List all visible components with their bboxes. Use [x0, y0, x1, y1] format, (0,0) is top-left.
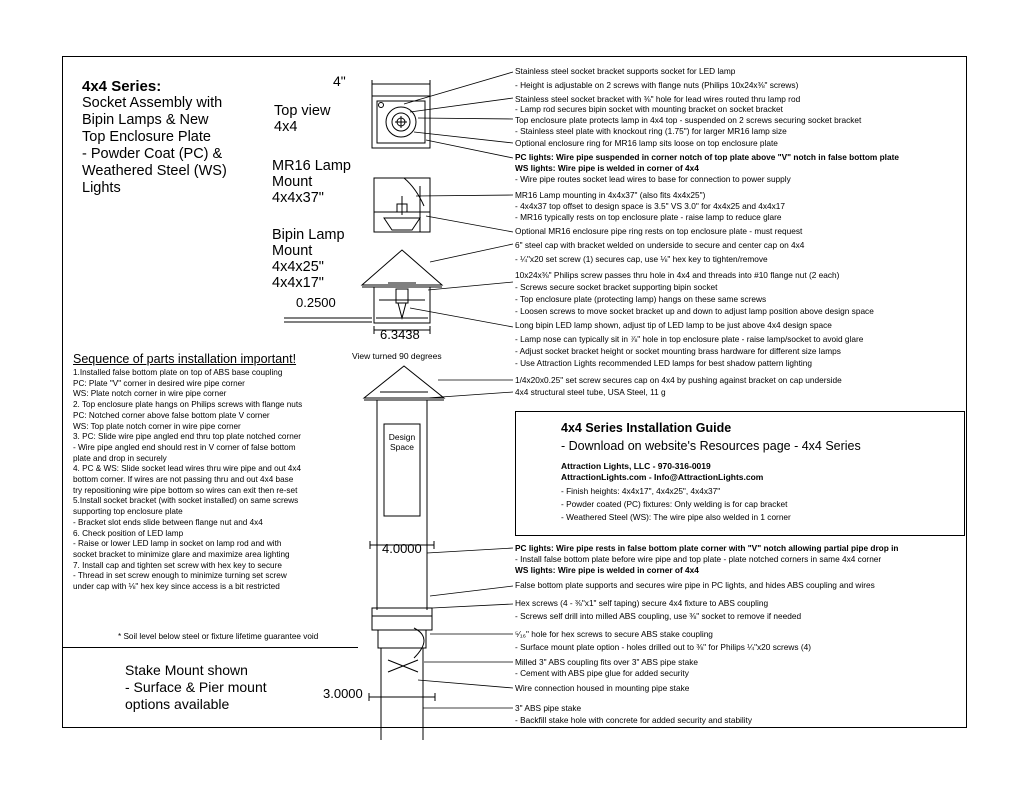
callout: False bottom plate supports and secures wire pipe in PC lights, and hides ABS coupling and wires — [515, 580, 875, 590]
sequence-line: PC: Plate "V" corner in desired wire pipe corner — [73, 378, 245, 388]
sequence-line: PC: Notched corner above false bottom plate V corner — [73, 410, 270, 420]
callout: - ¼"x20 set screw (1) secures cap, use ⅛" hex key to tighten/remove — [515, 254, 768, 264]
callout: - 4x4x37 top offset to design space is 3.5" VS 3.0" for 4x4x25 and 4x4x17 — [515, 201, 786, 211]
callout: Hex screws (4 - ⅜"x1" self taping) secure 4x4 fixture to ABS coupling — [515, 598, 769, 608]
sequence-line: - Wire pipe angled end should rest in V corner of false bottom — [73, 442, 296, 452]
view-turned-note: View turned 90 degrees — [352, 351, 442, 361]
label-line: Space — [389, 442, 415, 452]
label-line: 4x4x17" — [272, 275, 324, 291]
callout: WS lights: Wire pipe is welded in corner of 4x4 — [515, 565, 699, 575]
main-post-drawing — [369, 400, 435, 740]
series-line: Bipin Lamps & New — [82, 112, 209, 128]
callout: ⁵⁄₁₆" hole for hex screws to secure ABS stake coupling — [515, 629, 713, 639]
callout: 6" steel cap with bracket welded on underside to secure and center cap on 4x4 — [515, 240, 805, 250]
guide-finish: - Finish heights: 4x4x17", 4x4x25", 4x4x37" — [561, 486, 721, 496]
callout: Optional MR16 enclosure pipe ring rests on top enclosure plate - must request — [515, 226, 803, 236]
callout: - Loosen screws to move socket bracket up and down to adjust lamp position above design space — [515, 306, 874, 316]
sequence-line: 2. Top enclosure plate hangs on Philips screws with flange nuts — [73, 400, 303, 410]
callout: PC lights: Wire pipe suspended in corner notch of top plate above "V" notch in false bottom plate — [515, 152, 899, 162]
guide-subtitle: - Download on website's Resources page - 4x4 Series — [561, 439, 861, 453]
sequence-line: - Thread in set screw enough to minimize turning set screw — [73, 571, 287, 581]
callout: - Use Attraction Lights recommended LED lamps for best shadow pattern lighting — [515, 358, 812, 368]
callout: - Height is adjustable on 2 screws with flange nuts (Philips 10x24x⅜" screws) — [515, 80, 799, 90]
sequence-line: supporting top enclosure plate — [73, 507, 183, 517]
mr16-mount-drawing — [374, 178, 430, 232]
callout: - Top enclosure plate (protecting lamp) hangs on these same screws — [515, 294, 767, 304]
sequence-line: plate and drop in securely — [73, 453, 167, 463]
callout: Stainless steel socket bracket with ⅜" hole for lead wires routed thru lamp rod — [515, 94, 801, 104]
sequence-line: socket bracket to minimize glare and maximize area lighting — [73, 549, 290, 559]
label-line: Design — [388, 432, 416, 442]
label-line: Mount — [272, 243, 313, 259]
series-line: Socket Assembly with — [82, 95, 223, 111]
callout: Stainless steel socket bracket supports socket for LED lamp — [515, 66, 736, 76]
sequence-line: 7. Install cap and tighten set screw with hex key to secure — [73, 560, 282, 570]
stake-line: options available — [125, 696, 230, 712]
callout: - Lamp rod secures bipin socket with mounting bracket on socket bracket — [515, 104, 783, 114]
callout: - Screws self drill into milled ABS coupling, use ⅜" socket to remove if needed — [515, 611, 802, 621]
dim-6-3438: 6.3438 — [380, 327, 420, 342]
sequence-line: 6. Check position of LED lamp — [73, 528, 184, 538]
callout: Milled 3" ABS coupling fits over 3" ABS pipe stake — [515, 657, 698, 667]
stake-line: Stake Mount shown — [125, 662, 248, 678]
series-line: Lights — [82, 180, 121, 196]
callout: - Lamp nose can typically sit in ⅞" hole in top enclosure plate - raise lamp/socket to avoid glare — [515, 334, 864, 344]
leader-lines — [404, 72, 513, 708]
sequence-line: bottom corner. If wires are not passing thru and out 4x4 base — [73, 475, 294, 485]
dim-0-2500: 0.2500 — [296, 295, 336, 310]
series-line: - Powder Coat (PC) & — [82, 146, 223, 162]
guide-ws: - Weathered Steel (WS): The wire pipe also welded in 1 corner — [561, 512, 791, 522]
sequence-line: - Bracket slot ends slide between flange nut and 4x4 — [73, 517, 263, 527]
sequence-line: WS: Plate notch corner in wire pipe corner — [73, 389, 227, 399]
sequence-line: 1.Installed false bottom plate on top of ABS base coupling — [73, 368, 283, 377]
dim-4in: 4" — [333, 73, 346, 89]
callout: - Stainless steel plate with knockout ring (1.75") for larger MR16 lamp size — [515, 126, 787, 136]
callout: - Wire pipe routes socket lead wires to base for connection to power supply — [515, 174, 791, 184]
sequence-line: 5.Install socket bracket (with socket installed) on same screws — [73, 496, 299, 506]
sequence-line: WS: Top plate notch corner in wire pipe corner — [73, 421, 241, 431]
series-title: 4x4 Series: — [82, 78, 162, 95]
callout: - Surface mount plate option - holes drilled out to ⅜" for Philips ¼"x20 screws (4) — [515, 642, 811, 652]
callout: 10x24x⅜" Philips screw passes thru hole in 4x4 and threads into #10 flange nut (2 each) — [515, 270, 840, 280]
guide-pc: - Powder coated (PC) fixtures: Only welding is for cap bracket — [561, 499, 788, 509]
sequence-line: try repositioning wire pipe bottom so wires can exit then re-set — [73, 485, 298, 495]
callout: MR16 Lamp mounting in 4x4x37" (also fits 4x4x25") — [515, 190, 706, 200]
label-line: Bipin Lamp — [272, 227, 345, 243]
callout: - Cement with ABS pipe glue for added security — [515, 668, 689, 678]
callout: PC lights: Wire pipe rests in false bottom plate corner with "V" notch allowing partial pipe drop in — [515, 543, 899, 553]
callout: 1/4x20x0.25" set screw secures cap on 4x4 by pushing against bracket on cap underside — [515, 375, 842, 385]
label-line: MR16 Lamp — [272, 158, 351, 174]
dim-3-0000: 3.0000 — [323, 686, 363, 701]
sequence-line: under cap with ⅛" hex key since access is a bit restricted — [73, 582, 280, 592]
stake-line: - Surface & Pier mount — [125, 679, 267, 695]
callout: WS lights: Wire pipe is welded in corner of 4x4 — [515, 163, 699, 173]
callout: Wire connection housed in mounting pipe stake — [515, 683, 690, 693]
callout: - MR16 typically rests on top enclosure plate - raise lamp to reduce glare — [515, 212, 782, 222]
guide-title: 4x4 Series Installation Guide — [561, 421, 732, 435]
sequence-line: - Raise or lower LED lamp in socket on lamp rod and with — [73, 539, 282, 549]
label-line: Mount — [272, 174, 313, 190]
callout: - Adjust socket bracket height or socket mounting brass hardware for different size lamps — [515, 346, 841, 356]
callout: Top enclosure plate protects lamp in 4x4 top - suspended on 2 screws securing socket bracket — [515, 115, 862, 125]
label-line: 4x4 — [274, 119, 298, 135]
installation-sequence — [73, 352, 358, 593]
callout: - Backfill stake hole with concrete for added security and stability — [515, 715, 753, 725]
sequence-line: 4. PC & WS: Slide socket lead wires thru wire pipe and out 4x4 — [73, 464, 301, 474]
series-line: Top Enclosure Plate — [82, 129, 211, 145]
callout: 4x4 structural steel tube, USA Steel, 11 g — [515, 387, 666, 397]
label-line: Top view — [274, 103, 331, 119]
bipin-mount-drawing — [284, 250, 442, 334]
top-view-drawing — [372, 80, 430, 148]
sequence-heading: Sequence of parts installation important! — [73, 352, 297, 366]
series-line: Weathered Steel (WS) — [82, 163, 227, 179]
callout: Long bipin LED lamp shown, adjust tip of LED lamp to be just above 4x4 design space — [515, 320, 832, 330]
callout: 3" ABS pipe stake — [515, 703, 582, 713]
soil-footnote: * Soil level below steel or fixture lifetime guarantee void — [118, 632, 319, 641]
label-line: 4x4x37" — [272, 190, 324, 206]
callout: - Install false bottom plate before wire pipe and top plate - plate notched corners in same 4x4 corner — [515, 554, 882, 564]
sequence-divider — [62, 647, 358, 648]
guide-company: Attraction Lights, LLC - 970-316-0019 — [561, 461, 711, 471]
label-line: 4x4x25" — [272, 259, 324, 275]
callout: Optional enclosure ring for MR16 lamp sits loose on top enclosure plate — [515, 138, 778, 148]
installation-guide-box — [515, 411, 965, 536]
guide-web: AttractionLights.com - Info@AttractionLights.com — [561, 472, 764, 482]
main-cap-drawing — [364, 366, 444, 400]
stake-mount-note — [125, 662, 345, 713]
dim-4-0000: 4.0000 — [382, 541, 422, 556]
callout: - Screws secure socket bracket supporting bipin socket — [515, 282, 718, 292]
sequence-line: 3. PC: Slide wire pipe angled end thru top plate notched corner — [73, 432, 302, 442]
